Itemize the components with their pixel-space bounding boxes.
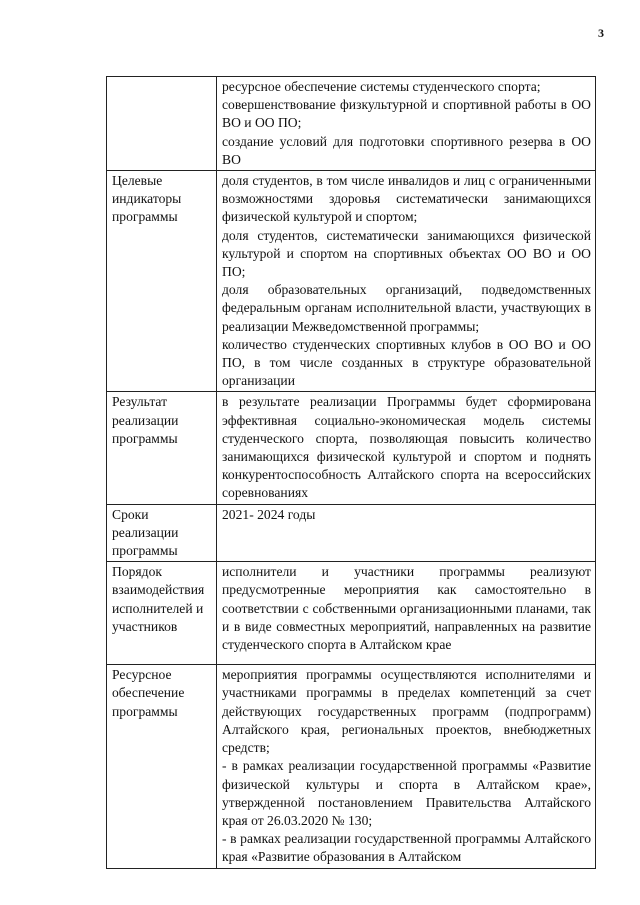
table-row <box>107 77 596 171</box>
table-row <box>107 392 596 504</box>
content-line: доля образовательных организаций, подведомственных федеральным органам исполнительной власти, участвующих в реализации Межведомственной программы; <box>222 282 591 334</box>
program-passport-table <box>106 76 596 869</box>
row-content <box>217 562 596 665</box>
content-line: создание условий для подготовки спортивного резерва в ОО ВО <box>222 133 591 167</box>
content-line: мероприятия программы осуществляются исполнителями и участниками программы в пределах компетенций за счет действующих государственных программ (подпрограмм) Алтайского края, региональных проектов, внебюджетных средств; <box>222 667 591 756</box>
row-label: Целевые индикаторы программы <box>107 171 217 392</box>
content-line: количество студенческих спортивных клубов в ОО ВО и ОО ПО, в том числе созданных в структуре образовательной организации <box>222 336 591 389</box>
content-line: доля студентов, в том числе инвалидов и лиц с ограниченными возможностями здоровья систематически занимающихся физической культурой и спортом; <box>222 173 591 225</box>
table-row <box>107 504 596 562</box>
content-line: в результате реализации Программы будет сформирована эффективная социально-экономическая модель системы студенческого спорта, позволяющая повысить количество занимающихся физической культурой и спортом и поднять конкурентоспособность Алтайского спорта на всероссийских соревнованиях <box>222 394 591 501</box>
row-content <box>217 392 596 504</box>
row-label: Ресурсное обеспечение программы <box>107 665 217 868</box>
page-number: 3 <box>598 26 604 40</box>
content-line: исполнители и участники программы реализуют предусмотренные мероприятия как самостоятельно в соответствии с собственными организационными планами, так и в виде совместных мероприятий, направленных на развитие студенческого спорта в Алтайском крае <box>222 564 591 653</box>
row-content <box>217 77 596 171</box>
row-label: Сроки реализации программы <box>107 504 217 562</box>
row-content <box>217 665 596 868</box>
content-line: ресурсное обеспечение системы студенческого спорта; <box>222 79 541 94</box>
row-content <box>217 171 596 392</box>
table-row <box>107 171 596 392</box>
content-line: - в рамках реализации государственной программы «Развитие физической культуры и спорта в Алтайском крае», утвержденной постановлением Правительства Алтайского края от 26.03.2020 № 130; <box>222 758 591 828</box>
row-content <box>217 504 596 562</box>
content-line: доля студентов, систематически занимающихся физической культурой и спортом на спортивных объектах ОО ВО и ОО ПО; <box>222 227 591 280</box>
content-line: 2021- 2024 годы <box>222 506 316 522</box>
table-row <box>107 665 596 868</box>
row-label: Порядок взаимодействия исполнителей и участников <box>107 562 217 665</box>
row-label: Результат реализации программы <box>107 392 217 504</box>
table-row <box>107 562 596 665</box>
content-line: совершенствование физкультурной и спортивной работы в ОО ВО и ОО ПО; <box>222 97 591 131</box>
content-line: - в рамках реализации государственной программы Алтайского края «Развитие образования в Алтайском <box>222 831 591 865</box>
row-label <box>107 77 217 171</box>
